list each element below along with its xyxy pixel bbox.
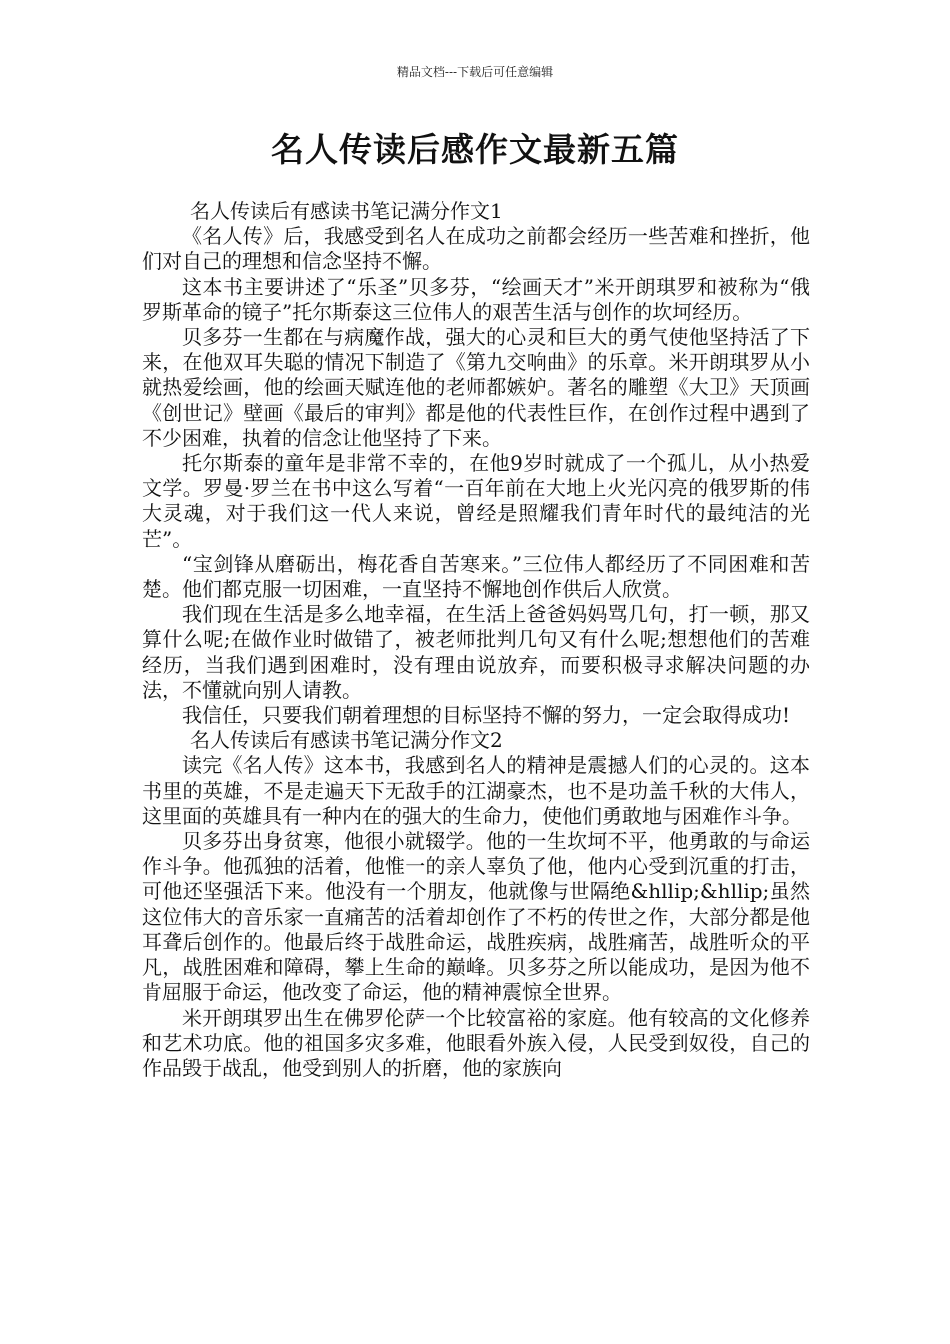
body-paragraph: 读完《名人传》这本书，我感到名人的精神是震撼人们的心灵的。这本书里的英雄，不是走遍天下无敌手的江湖豪杰，也不是功盖千秋的大伟人，这里面的英雄具有一种内在的强大的生命力，使他们勇敢地与困难作斗争。 bbox=[142, 753, 810, 828]
document-body bbox=[142, 199, 810, 1081]
body-paragraph: 《名人传》后，我感受到名人在成功之前都会经历一些苦难和挫折，他们对自己的理想和信念坚持不懈。 bbox=[142, 224, 810, 274]
header-note: 精品文档---下载后可任意编辑 bbox=[396, 65, 554, 79]
body-paragraph: 我们现在生活是多么地幸福，在生活上爸爸妈妈骂几句，打一顿，那又算什么呢;在做作业时做错了，被老师批判几句又有什么呢;想想他们的苦难经历，当我们遇到困难时，没有理由说放弃，而要积极寻求解决问题的办法，不懂就向别人请教。 bbox=[142, 602, 810, 702]
body-paragraph: 贝多芬出身贫寒，他很小就辍学。他的一生坎坷不平，他勇敢的与命运作斗争。他孤独的活着，他惟一的亲人辜负了他，他内心受到沉重的打击，可他还坚强活下来。他没有一个朋友，他就像与世隔绝&hllip;&hllip;虽然这位伟大的音乐家一直痛苦的活着却创作了不朽的传世之作，大部分都是他耳聋后创作的。他最后终于战胜命运，战胜疾病，战胜痛苦，战胜听众的平凡，战胜困难和障碍，攀上生命的巅峰。贝多芬之所以能成功，是因为他不肯屈服于命运，他改变了命运，他的精神震惊全世界。 bbox=[142, 829, 810, 1005]
body-paragraph: 贝多芬一生都在与病魔作战，强大的心灵和巨大的勇气使他坚持活了下来，在他双耳失聪的情况下制造了《第九交响曲》的乐章。米开朗琪罗从小就热爱绘画，他的绘画天赋连他的老师都嫉妒。著名的雕塑《大卫》天顶画《创世记》壁画《最后的审判》都是他的代表性巨作，在创作过程中遇到了不少困难，执着的信念让他坚持了下来。 bbox=[142, 325, 810, 450]
body-paragraph: 托尔斯泰的童年是非常不幸的，在他9岁时就成了一个孤儿，从小热爱文学。罗曼·罗兰在书中这么写着“一百年前在大地上火光闪亮的俄罗斯的伟大灵魂，对于我们这一代人来说，曾经是照耀我们青年时代的最纯洁的光芒”。 bbox=[142, 451, 810, 551]
body-paragraph: “宝剑锋从磨砺出，梅花香自苦寒来。”三位伟人都经历了不同困难和苦楚。他们都克服一切困难，一直坚持不懈地创作供后人欣赏。 bbox=[142, 551, 810, 602]
section-heading: 名人传读后有感读书笔记满分作文1 bbox=[190, 199, 503, 223]
section-heading: 名人传读后有感读书笔记满分作文2 bbox=[190, 728, 503, 753]
body-paragraph: 米开朗琪罗出生在佛罗伦萨一个比较富裕的家庭。他有较高的文化修养和艺术功底。他的祖国多灾多难，他眼看外族入侵，人民受到奴役，自己的作品毁于战乱，他受到别人的折磨，他的家族向 bbox=[142, 1005, 810, 1080]
body-paragraph: 这本书主要讲述了“乐圣”贝多芬，“绘画天才”米开朗琪罗和被称为“俄罗斯革命的镜子”托尔斯泰这三位伟人的艰苦生活与创作的坎坷经历。 bbox=[142, 274, 810, 324]
body-paragraph: 我信任，只要我们朝着理想的目标坚持不懈的努力，一定会取得成功! bbox=[182, 703, 791, 728]
document-title: 名人传读后感作文最新五篇 bbox=[271, 130, 679, 169]
